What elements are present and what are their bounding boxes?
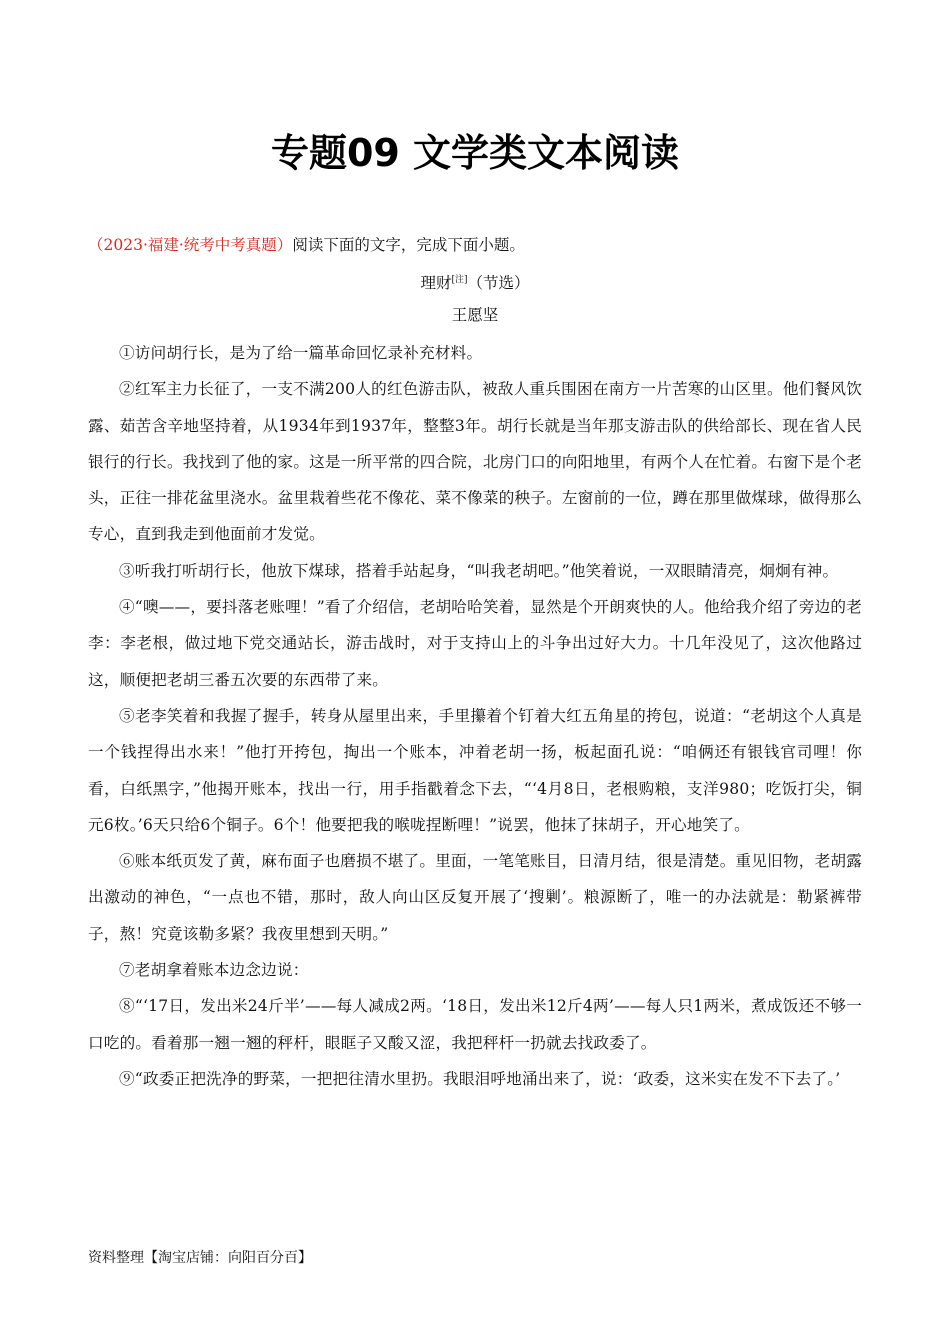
question-source-line bbox=[88, 233, 868, 257]
page-title: 专题09 文学类文本阅读 bbox=[270, 131, 680, 175]
article-title bbox=[0, 268, 950, 295]
article-body bbox=[88, 335, 862, 1097]
article-author: 王愿坚 bbox=[451, 306, 499, 324]
paragraph-4: ④“噢——，要抖落老账哩！”看了介绍信，老胡哈哈笑着，显然是个开朗爽快的人。他给我介绍了旁边的老李：李老根，做过地下党交通站长，游击战时，对于支持山上的斗争出过好大力。十几年没见了，这次他路过这，顺便把老胡三番五次要的东西带了来。 bbox=[88, 598, 862, 689]
paragraph-3: ③听我打听胡行长，他放下煤球，搭着手站起身，“叫我老胡吧。”他笑着说，一双眼睛清亮，炯炯有神。 bbox=[119, 561, 839, 580]
exam-source-tag: （2023·福建·统考中考真题） bbox=[88, 236, 293, 254]
paragraph-8: ⑧“‘17日，发出米24斤半’——每人减成2两。‘18日，发出米12斤4两’——每人只1两米，煮成饭还不够一口吃的。看着那一翘一翘的秤杆，眼眶子又酸又涩，我把秤杆一扔就去找政委了。 bbox=[88, 997, 862, 1052]
paragraph-6: ⑥账本纸页发了黄，麻布面子也磨损不堪了。里面，一笔笔账目，日清月结，很是清楚。重见旧物，老胡露出激动的神色，“一点也不错，那时，敌人向山区反复开展了‘搜剿’。粮源断了，唯一的办法就是：勒紧裤带子，熬！究竟该勒多紧？我夜里想到天明。” bbox=[88, 852, 862, 943]
article-title-text: 理财 bbox=[420, 274, 452, 293]
paragraph-9: ⑨“政委正把洗净的野菜，一把把往清水里扔。我眼泪呼地涌出来了，说：‘政委，这米实在发不下去了。’ bbox=[119, 1069, 841, 1088]
article-subtitle: （节选） bbox=[467, 274, 530, 293]
paragraph-7: ⑦老胡拿着账本边念边说： bbox=[119, 961, 309, 980]
footnote-marker: [注] bbox=[451, 275, 468, 285]
reading-instruction: 阅读下面的文字，完成下面小题。 bbox=[292, 236, 525, 254]
paragraph-5: ⑤老李笑着和我握了握手，转身从屋里出来，手里攥着个钉着大红五角星的挎包，说道：“老胡这个人真是一个钱捏得出水来！”他打开挎包，掏出一个账本，冲着老胡一扬，板起面孔说：“咱俩还有银钱官司哩！你看，白纸黑字，”他揭开账本，找出一行，用手指戳着念下去，“‘4月8日，老根购粮，支洋980；吃饭打尖，铜元6枚。’6天只给6个铜子。6个！他要把我的喉咙捏断哩！”说罢，他抹了抹胡子，开心地笑了。 bbox=[88, 706, 862, 834]
page-footer: 资料整理【淘宝店铺：向阳百分百】 bbox=[88, 1250, 312, 1266]
paragraph-2: ②红军主力长征了，一支不满200人的红色游击队，被敌人重兵围困在南方一片苦寒的山区里。他们餐风饮露、茹苦含辛地坚持着，从1934年到1937年，整整3年。胡行长就是当年那支游击队的供给部长、现在省人民银行的行长。我找到了他的家。这是一所平常的四合院，北房门口的向阳地里，有两个人在忙着。右窗下是个老头，正往一排花盆里浇水。盆里栽着些花不像花、菜不像菜的秧子。左窗前的一位，蹲在那里做煤球，做得那么专心，直到我走到他面前才发觉。 bbox=[88, 380, 862, 544]
paragraph-1: ①访问胡行长，是为了给一篇革命回忆录补充材料。 bbox=[119, 344, 483, 362]
